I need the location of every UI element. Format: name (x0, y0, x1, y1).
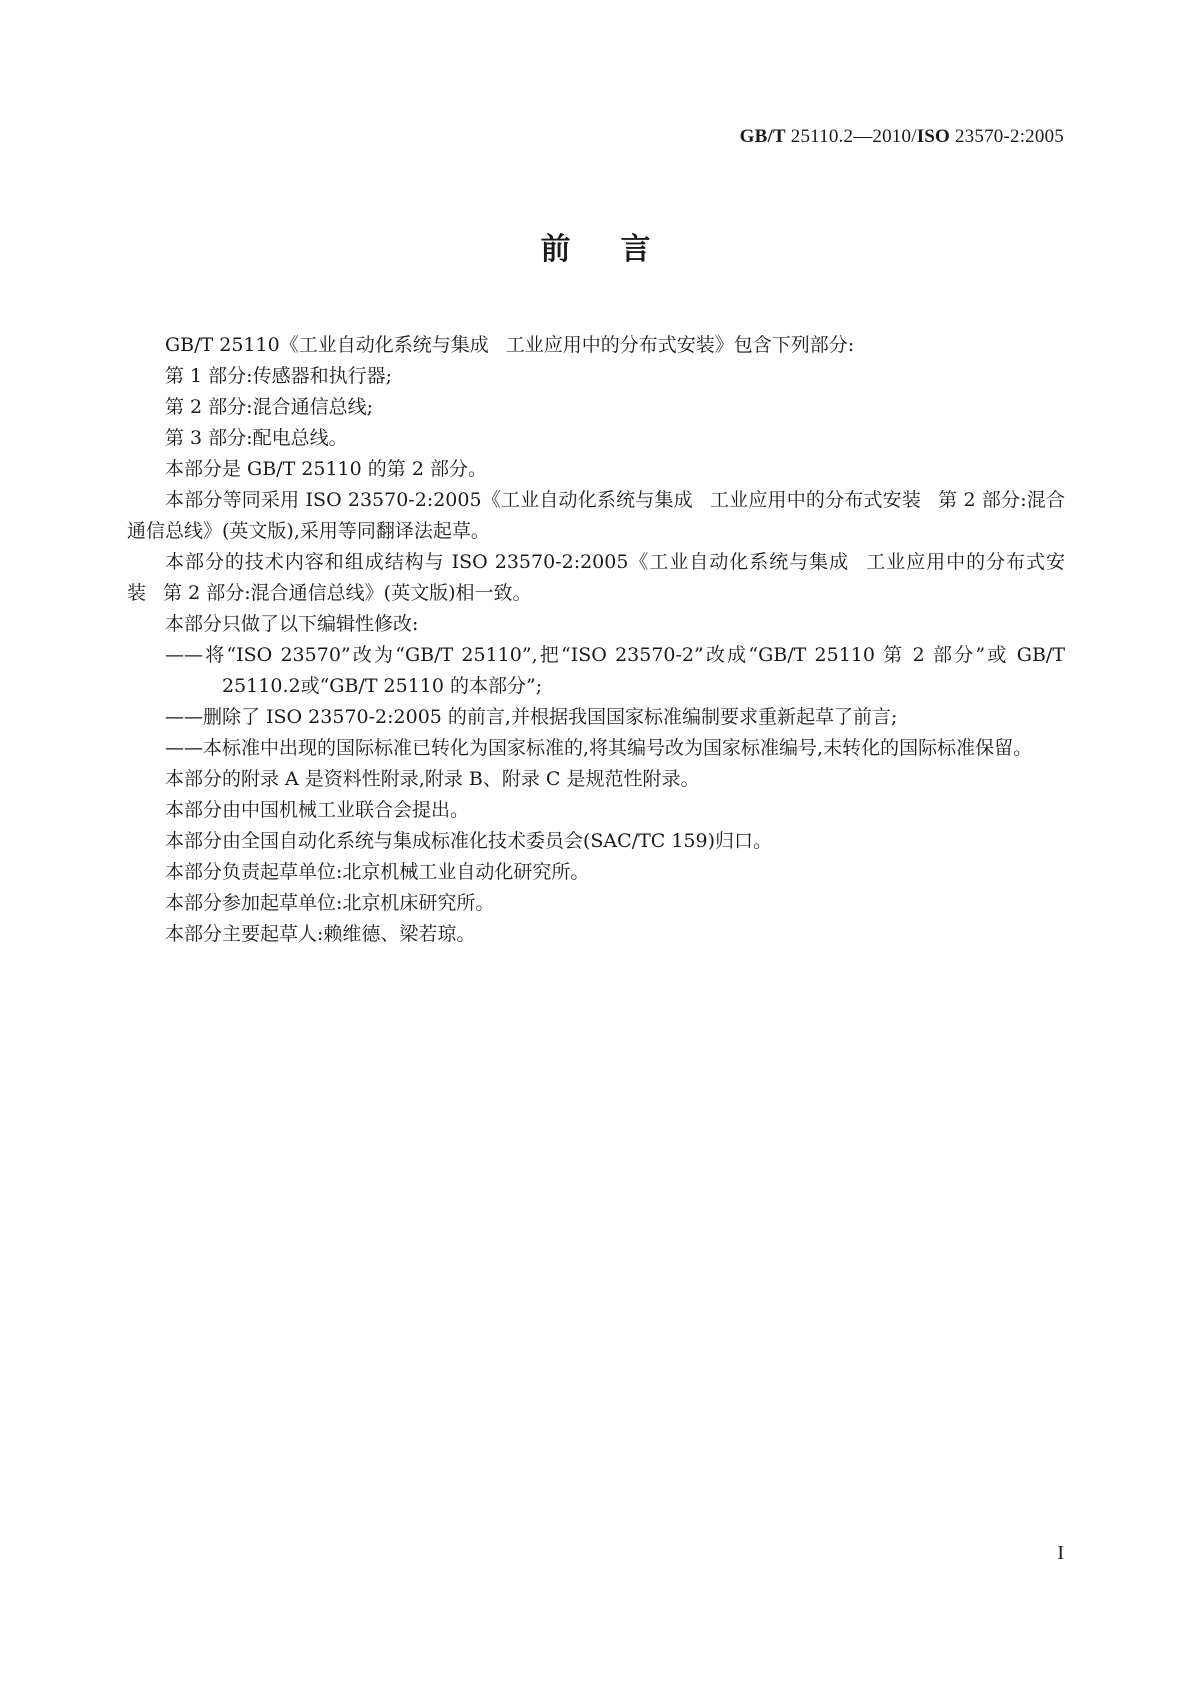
foreword-body (127, 330, 1065, 950)
paragraph-equivalent-adoption-c: 第 2 部分:混合通信总线》(英文版),采用等同翻译法起草。 (127, 489, 1065, 542)
standard-number-header (740, 126, 1064, 148)
gb-number: 25110.2—2010/ (785, 126, 917, 147)
paragraph-technical-content-b: 工业应用中的分布式安装 (127, 551, 1065, 604)
paragraph-technical-content-c: 第 2 部分:混合通信总线》(英文版)相一致。 (163, 582, 532, 604)
part-2-item: 第 2 部分:混合通信总线; (165, 396, 373, 418)
iso-code: ISO (916, 126, 951, 147)
paragraph-annexes: 本部分的附录 A 是资料性附录,附录 B、附录 C 是规范性附录。 (165, 768, 700, 790)
page-number: I (1057, 1542, 1064, 1564)
paragraph-equivalent-adoption (127, 485, 1065, 547)
paragraph-this-part: 本部分是 GB/T 25110 的第 2 部分。 (165, 458, 487, 480)
page-title: 前言 (540, 232, 701, 267)
paragraph-parts-intro (127, 330, 1065, 361)
dash-item-rename: ——将“ISO 23570”改为“GB/T 25110”,把“ISO 23570-2”改成“GB/T 25110 第 2 部分”或 GB/T 25110.2或“GB/T 25110 的本部分”; (165, 644, 1065, 697)
part-1-item: 第 1 部分:传感器和执行器; (165, 365, 392, 387)
paragraph-technical-content-a: 本部分的技术内容和组成结构与 ISO 23570-2:2005《工业自动化系统与集成 (165, 551, 850, 573)
paragraph-technical-content (127, 547, 1065, 609)
paragraph-participating-drafter: 本部分参加起草单位:北京机床研究所。 (165, 892, 495, 914)
part-3-item: 第 3 部分:配电总线。 (165, 427, 348, 449)
paragraph-under-jurisdiction: 本部分由全国自动化系统与集成标准化技术委员会(SAC/TC 159)归口。 (165, 830, 773, 852)
paragraph-parts-intro-a: GB/T 25110《工业自动化系统与集成 (165, 334, 489, 356)
paragraph-parts-intro-b: 工业应用中的分布式安装》包含下列部分: (505, 334, 855, 356)
paragraph-main-drafters: 本部分主要起草人:赖维德、梁若琼。 (165, 923, 476, 945)
paragraph-equivalent-adoption-b: 工业应用中的分布式安装 (709, 489, 922, 511)
iso-number: 23570-2:2005 (950, 126, 1064, 147)
paragraph-responsible-drafter: 本部分负责起草单位:北京机械工业自动化研究所。 (165, 861, 590, 883)
dash-item-foreword: ——删除了 ISO 23570-2:2005 的前言,并根据我国国家标准编制要求重新起草了前言; (165, 706, 898, 728)
paragraph-editorial-changes: 本部分只做了以下编辑性修改: (165, 613, 419, 635)
dash-item-standards: ——本标准中出现的国际标准已转化为国家标准的,将其编号改为国家标准编号,未转化的国际标准保留。 (165, 737, 1033, 759)
gb-code: GB/T (739, 126, 786, 147)
paragraph-equivalent-adoption-a: 本部分等同采用 ISO 23570-2:2005《工业自动化系统与集成 (165, 489, 693, 511)
paragraph-proposed-by: 本部分由中国机械工业联合会提出。 (165, 799, 470, 821)
